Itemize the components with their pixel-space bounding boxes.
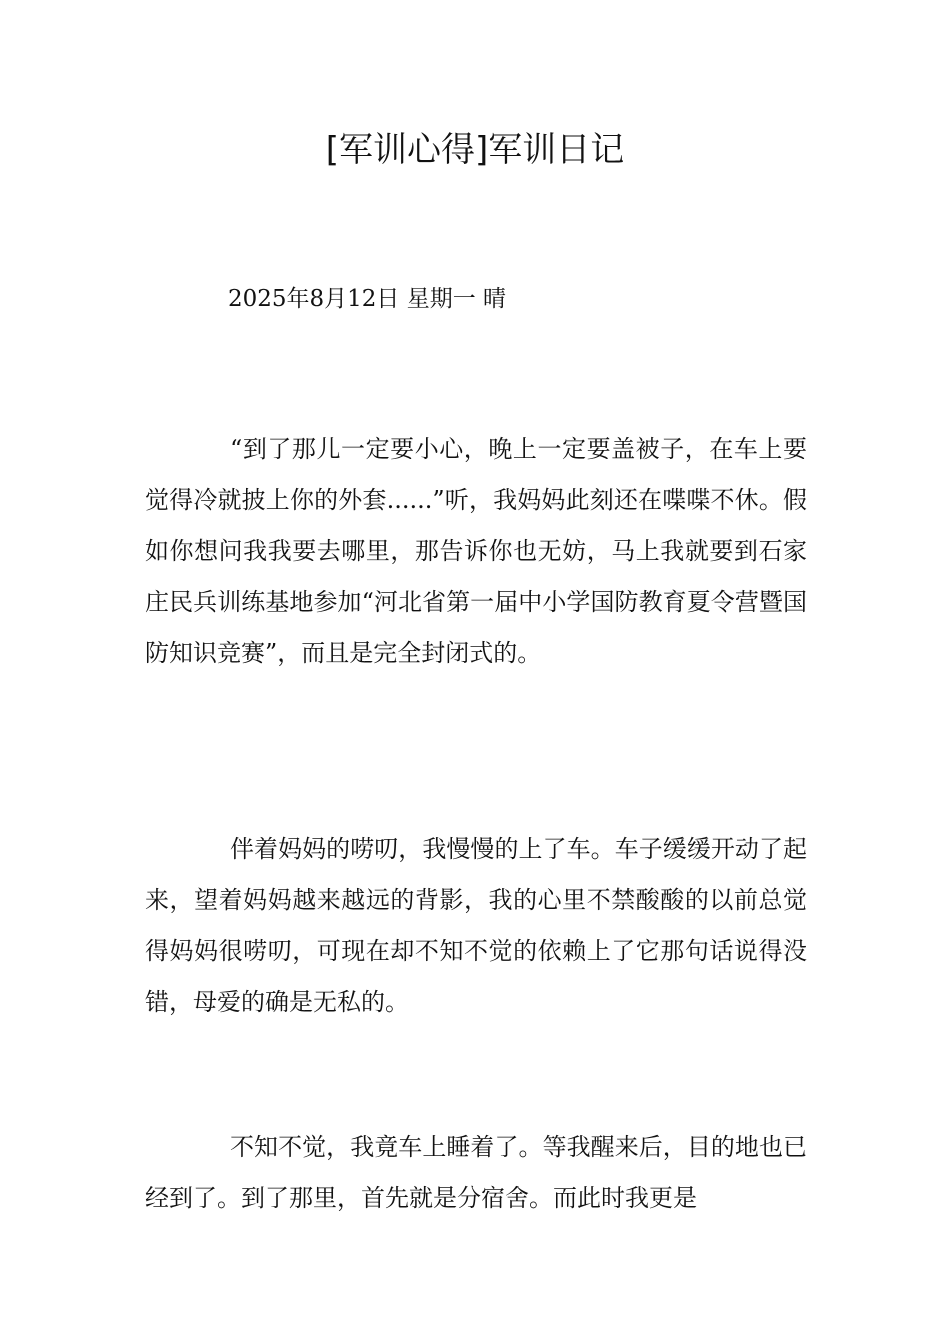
paragraph-3: 不知不觉，我竟车上睡着了。等我醒来后，目的地也已经到了。到了那里，首先就是分宿舍。而此时我更是 xyxy=(145,1133,807,1212)
paragraph-1: “到了那儿一定要小心，晚上一定要盖被子，在车上要觉得冷就披上你的外套......”听，我妈妈此刻还在喋喋不休。假如你想问我我要去哪里，那告诉你也无妨，马上我就要到石家庄民兵训练基地参加“河北省第一届中小学国防教育夏令营暨国防知识竞赛”，而且是完全封闭式的。 xyxy=(145,435,807,667)
document-title: [军训心得]军训日记 xyxy=(325,130,625,170)
diary-dateline: 2025年8月12日 星期一 晴 xyxy=(228,286,507,312)
paragraph-2: 伴着妈妈的唠叨，我慢慢的上了车。车子缓缓开动了起来，望着妈妈越来越远的背影，我的心里不禁酸酸的以前总觉得妈妈很唠叨，可现在却不知不觉的依赖上了它那句话说得没错，母爱的确是无私的。 xyxy=(145,835,807,1016)
